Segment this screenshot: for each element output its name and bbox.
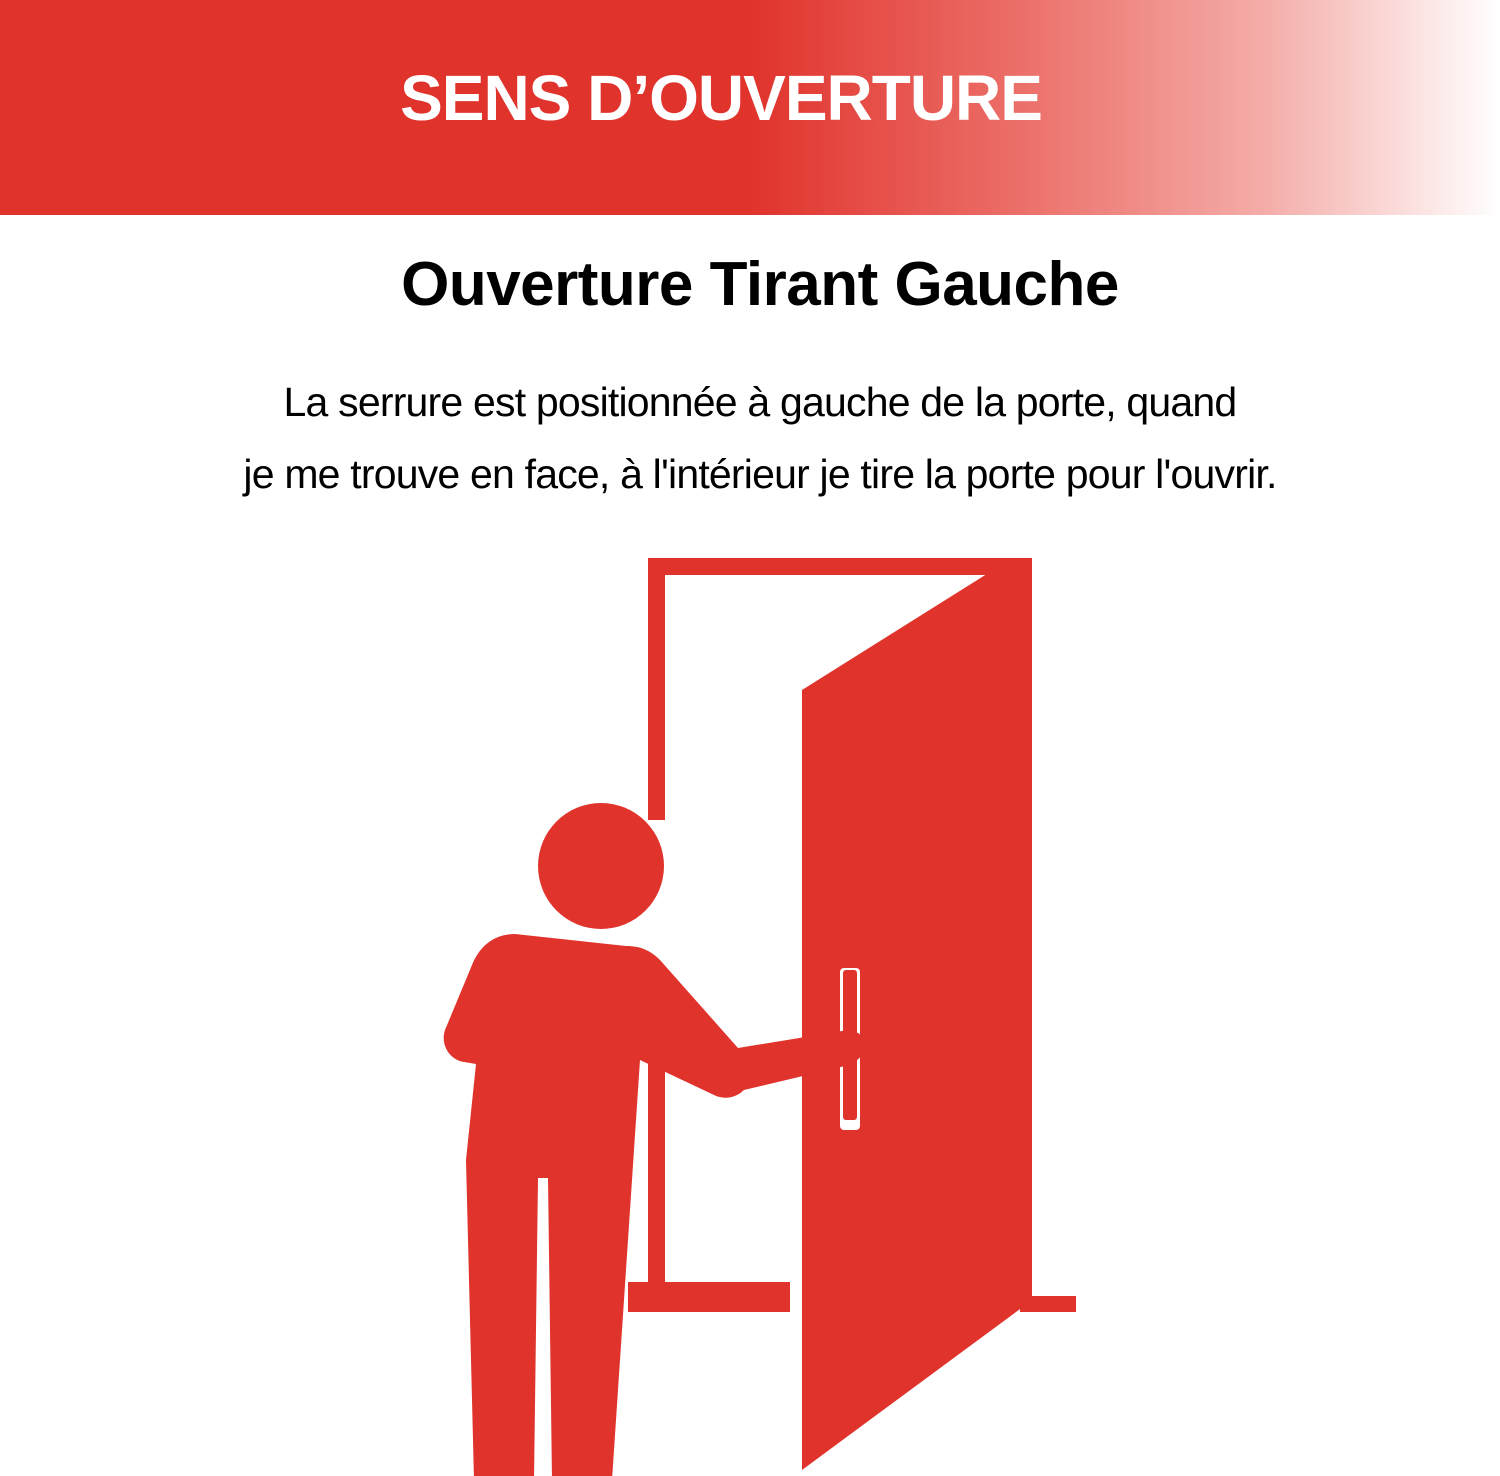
door-leaf [802, 572, 1032, 1470]
page-title: Ouverture Tirant Gauche [401, 250, 1119, 319]
banner-title: SENS D’OUVERTURE [400, 62, 1042, 134]
description-line-1: La serrure est positionnée à gauche de la porte, quand [283, 379, 1237, 425]
description-line-2: je me trouve en face, à l'intérieur je tire la porte pour l'ouvrir. [243, 451, 1277, 497]
